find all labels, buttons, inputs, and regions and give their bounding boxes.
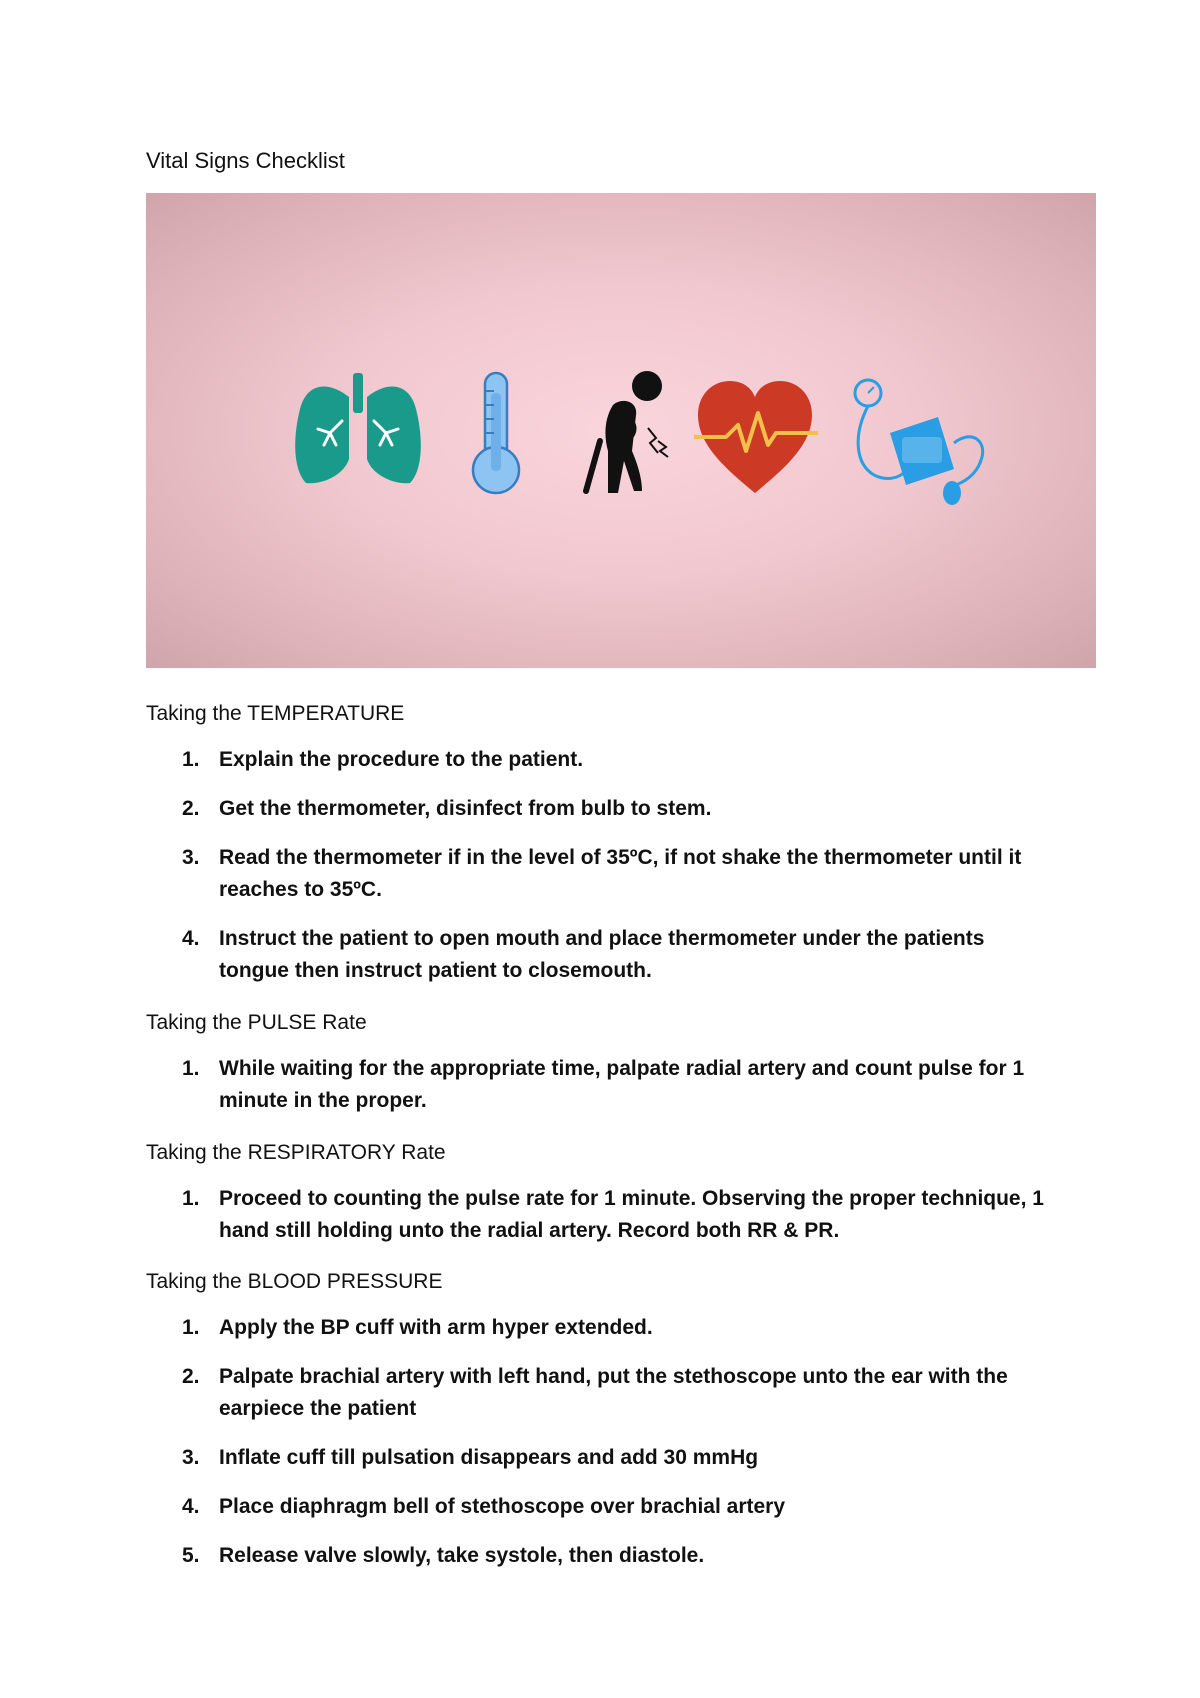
list-item-text — [219, 1361, 1099, 1425]
list-item-line: reaches to 35ºC. — [219, 878, 382, 901]
list-item-number: 1. — [182, 748, 200, 771]
section-heading: Taking the TEMPERATURE — [146, 702, 405, 725]
list-item-text — [219, 1312, 1099, 1344]
list-item-text — [219, 842, 1099, 906]
list-item-text — [219, 744, 1099, 776]
list-item-line: hand still holding unto the radial artery. Record both RR & PR. — [219, 1219, 840, 1242]
list-item-number: 3. — [182, 1446, 200, 1469]
lungs-icon — [295, 373, 421, 483]
list-item-number: 5. — [182, 1544, 200, 1567]
section-heading: Taking the BLOOD PRESSURE — [146, 1270, 443, 1293]
list-item-line: Palpate brachial artery with left hand, put the stethoscope unto the ear with the — [219, 1365, 1008, 1388]
list-item-line: Get the thermometer, disinfect from bulb to stem. — [219, 797, 712, 820]
list-item-text — [219, 1183, 1099, 1247]
list-item-line: Inflate cuff till pulsation disappears and add 30 mmHg — [219, 1446, 759, 1469]
list-item-line: Release valve slowly, take systole, then diastole. — [219, 1544, 705, 1567]
list-item-number: 4. — [182, 927, 200, 950]
vital-signs-banner — [146, 193, 1096, 668]
blood-pressure-monitor-icon — [855, 380, 983, 505]
list-item-line: Proceed to counting the pulse rate for 1 minute. Observing the proper technique, 1 — [219, 1187, 1044, 1210]
list-item-number: 1. — [182, 1316, 200, 1339]
list-item-line: Read the thermometer if in the level of 35ºC, if not shake the thermometer until it — [219, 846, 1022, 869]
list-item-number: 1. — [182, 1187, 200, 1210]
list-item-line: Explain the procedure to the patient. — [219, 748, 584, 771]
list-item-text — [219, 1540, 1099, 1572]
list-item-number: 4. — [182, 1495, 200, 1518]
list-item-line: tongue then instruct patient to closemouth. — [219, 959, 652, 982]
list-item-text — [219, 793, 1099, 825]
list-item-text — [219, 1442, 1099, 1474]
list-item-line: earpiece the patient — [219, 1397, 417, 1420]
thermometer-icon — [473, 373, 519, 493]
list-item-line: Apply the BP cuff with arm hyper extended. — [219, 1316, 653, 1339]
document-title: Vital Signs Checklist — [146, 148, 345, 173]
list-item-line: minute in the proper. — [219, 1089, 427, 1112]
person-in-pain-icon — [586, 371, 668, 493]
list-item-number: 3. — [182, 846, 200, 869]
list-item-text — [219, 923, 1099, 987]
heart-rate-icon — [694, 381, 818, 493]
list-item-line: Place diaphragm bell of stethoscope over brachial artery — [219, 1495, 786, 1518]
list-item-line: Instruct the patient to open mouth and place thermometer under the patients — [219, 927, 985, 950]
section-heading: Taking the RESPIRATORY Rate — [146, 1141, 446, 1164]
list-item-text — [219, 1491, 1099, 1523]
vital-signs-icons — [146, 193, 1096, 668]
list-item-text — [219, 1053, 1099, 1117]
section-heading: Taking the PULSE Rate — [146, 1011, 367, 1034]
list-item-number: 2. — [182, 1365, 200, 1388]
list-item-number: 1. — [182, 1057, 200, 1080]
list-item-line: While waiting for the appropriate time, palpate radial artery and count pulse for 1 — [219, 1057, 1025, 1080]
list-item-number: 2. — [182, 797, 200, 820]
